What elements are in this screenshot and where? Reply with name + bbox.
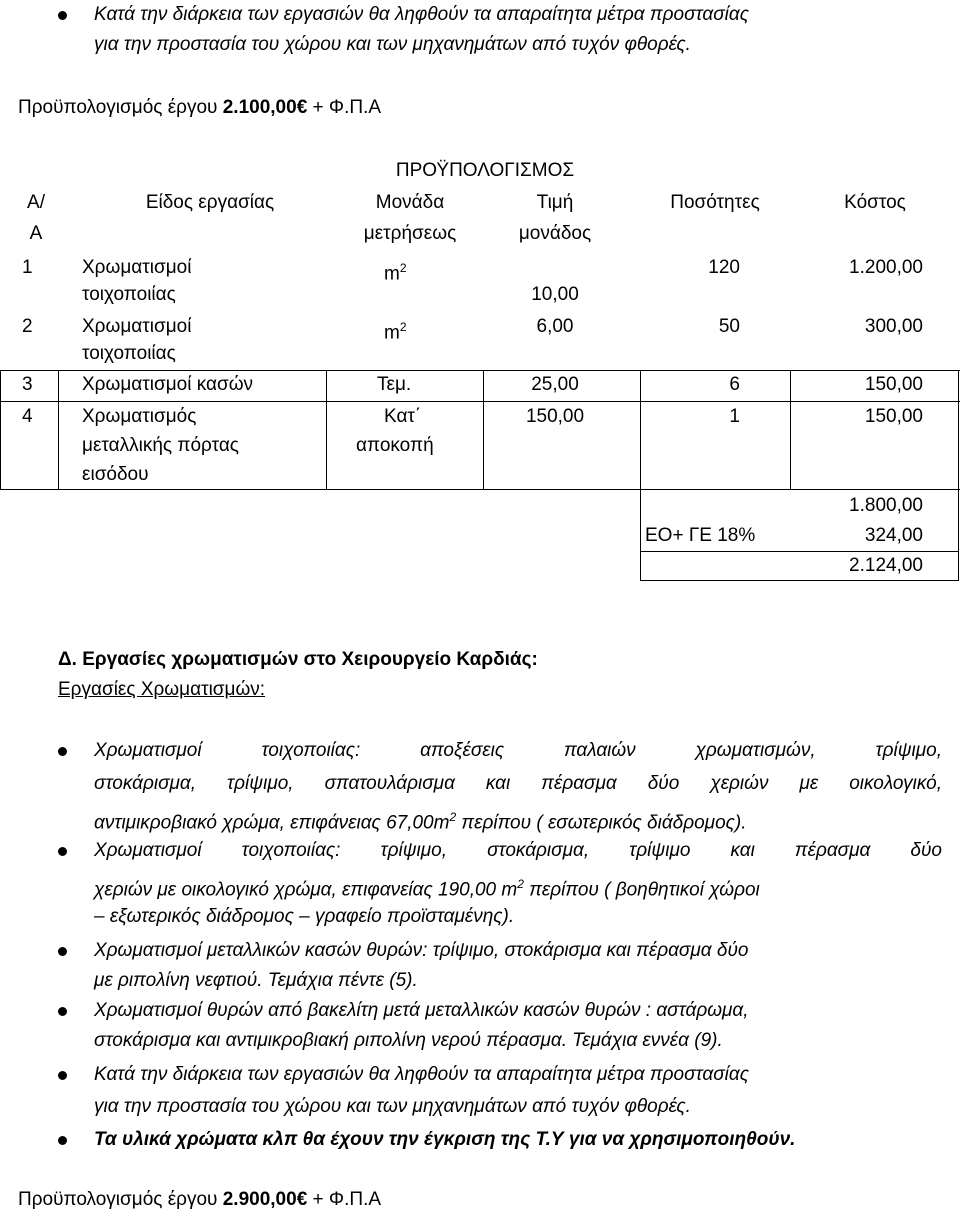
budget-line-2 [18, 1189, 381, 1211]
row-1-unit [384, 257, 407, 285]
row-4-bottom-border [0, 489, 960, 490]
row-4-unit-1: Κατ΄ [384, 406, 422, 427]
bullet-dot [58, 1136, 67, 1145]
budget-line-2-prefix: Προϋπολογισμός έργου [18, 1189, 223, 1210]
bullet-2-line-2-sup: 2 [517, 877, 524, 891]
header-price-1: Τιμή [536, 192, 574, 213]
row-3-qty: 6 [729, 374, 740, 395]
row-2-type-2: τοιχοποιίας [82, 343, 176, 364]
bullet-2-line-2-b: περίπου ( βοηθητικοί χώροι [523, 879, 760, 901]
bullet-dot [58, 1071, 67, 1080]
row-4-qty: 1 [729, 406, 740, 427]
bullet-6-line-1: Τα υλικά χρώματα κλπ θα έχουν την έγκριση της Τ.Υ για να χρησιμοποιηθούν. [94, 1129, 796, 1150]
row-3-bottom-border [0, 401, 960, 402]
row-4-unit-2: αποκοπή [356, 435, 434, 456]
row-2-type-1: Χρωματισμοί [82, 316, 192, 337]
top-bullet-line-2: για την προστασία του χώρου και των μηχανημάτων από τυχόν φθορές. [94, 34, 691, 55]
header-aa-1: Α/ [27, 192, 45, 213]
budget-line-1 [18, 97, 381, 119]
bullet-1-line-3-sup: 2 [449, 810, 457, 824]
header-aa-2: Α [29, 223, 43, 244]
table-right-border [958, 370, 959, 580]
row-1-type-2: τοιχοποιίας [82, 284, 176, 305]
bullet-3-line-2: με ριπολίνη νεφτιού. Τεμάχια πέντε (5). [94, 970, 418, 991]
budget-line-1-amount: 2.100,00€ [222, 97, 308, 118]
row-3-unit: Τεμ. [377, 374, 412, 395]
row-1-aa: 1 [22, 257, 33, 278]
bullet-4-line-2: στοκάρισμα και αντιμικροβιακή ριπολίνη νερού πέρασμα. Τεμάχια εννέα (9). [94, 1030, 723, 1051]
row-3-aa: 3 [22, 374, 33, 395]
row-1-cost: 1.200,00 [849, 257, 923, 278]
header-unit-1: Μονάδα [375, 192, 445, 213]
bullet-dot [58, 1007, 67, 1016]
row-2-unit-text: m [384, 322, 400, 344]
row-1-type-1: Χρωματισμοί [82, 257, 192, 278]
col-divider-aa [58, 370, 59, 490]
row-2-unit [384, 316, 407, 344]
row-2-unit-sup: 2 [399, 320, 407, 334]
bullet-dot [58, 747, 67, 756]
row-3-type-1: Χρωματισμοί κασών [82, 374, 254, 395]
row-4-price: 150,00 [525, 406, 585, 427]
bullet-3-line-1: Χρωματισμοί μεταλλικών κασών θυρών: τρίψιμο, στοκάρισμα και πέρασμα δύο [94, 940, 749, 961]
bullet-dot [58, 947, 67, 956]
vat-label: ΕΟ+ ΓΕ 18% [645, 525, 756, 546]
bullet-1-line-3 [94, 806, 747, 834]
bullet-4-line-1: Χρωματισμοί θυρών από βακελίτη μετά μεταλλικών κασών θυρών : αστάρωμα, [94, 1000, 749, 1021]
row-4-aa: 4 [22, 406, 33, 427]
row-1-unit-text: m [384, 263, 400, 285]
row-1-price: 10,00 [531, 284, 579, 305]
row-4-type-1: Χρωματισμός [82, 406, 197, 427]
top-bullet-line-1: Κατά την διάρκεια των εργασιών θα ληφθούν τα απαραίτητα μέτρα προστασίας [94, 4, 749, 25]
budget-line-2-suffix: + Φ.Π.Α [307, 1189, 382, 1210]
section-subheading: Εργασίες Χρωματισμών: [58, 679, 266, 700]
table-left-border [0, 370, 1, 490]
bullet-5-line-1: Κατά την διάρκεια των εργασιών θα ληφθούν τα απαραίτητα μέτρα προστασίας [94, 1064, 749, 1085]
row-3-price: 25,00 [531, 374, 579, 395]
subtotal: 1.800,00 [849, 495, 923, 516]
bullet-2-line-3: – εξωτερικός διάδρομος – γραφείο προϊσταμένης). [94, 906, 515, 927]
section-heading: Δ. Εργασίες χρωματισμών στο Χειρουργείο Καρδιάς: [58, 649, 538, 670]
grand-total: 2.124,00 [849, 555, 923, 576]
budget-line-1-suffix: + Φ.Π.Α [307, 97, 382, 118]
col-divider-qty [790, 370, 791, 490]
bullet-5-line-2: για την προστασία του χώρου και των μηχανημάτων από τυχόν φθορές. [94, 1096, 691, 1117]
row-4-type-2: μεταλλικής πόρτας [82, 435, 239, 456]
row-4-type-3: εισόδου [82, 464, 149, 485]
bullet-1-line-3-a: αντιμικροβιακό χρώμα, επιφάνειας 67,00m [94, 812, 450, 834]
vat-amount: 324,00 [864, 525, 923, 546]
budget-line-1-prefix: Προϋπολογισμός έργου [18, 97, 223, 118]
row-2-aa: 2 [22, 316, 33, 337]
header-cost: Κόστος [844, 192, 906, 213]
bullet-2-line-1: Χρωματισμοί τοιχοποιίας: τρίψιμο, στοκάρισμα, τρίψιμο και πέρασμα δύο [94, 840, 942, 861]
col-divider-price [640, 370, 641, 580]
bullet-1-line-2: στοκάρισμα, τρίψιμο, σπατουλάρισμα και πέρασμα δύο χεριών με οικολογικό, [94, 773, 942, 794]
bullet-dot [58, 847, 67, 856]
row-2-cost: 300,00 [864, 316, 923, 337]
header-price-2: μονάδος [518, 223, 592, 244]
row-2-qty: 50 [718, 316, 740, 337]
table-title: ΠΡΟΫΠΟΛΟΓΙΣΜΟΣ [395, 160, 575, 181]
totals-bottom-border [640, 580, 959, 581]
bullet-2-line-2-a: χεριών με οικολογικό χρώμα, επιφανείας 190,00 m [94, 879, 518, 901]
row-3-cost: 150,00 [864, 374, 923, 395]
bullet-2-line-2 [94, 873, 760, 901]
budget-line-2-amount: 2.900,00€ [222, 1189, 308, 1210]
bullet-dot [58, 11, 67, 20]
col-divider-type [326, 370, 327, 490]
header-unit-2: μετρήσεως [363, 223, 457, 244]
header-work-type: Είδος εργασίας [145, 192, 275, 213]
header-quantities: Ποσότητες [670, 192, 760, 213]
row-1-qty: 120 [708, 257, 740, 278]
col-divider-unit [483, 370, 484, 490]
bullet-1-line-1: Χρωματισμοί τοιχοποιίας: αποξέσεις παλαιών χρωματισμών, τρίψιμο, [94, 740, 942, 761]
row-2-price: 6,00 [536, 316, 574, 337]
row-1-unit-sup: 2 [399, 261, 407, 275]
bullet-1-line-3-b: περίπου ( εσωτερικός διάδρομος). [456, 812, 747, 834]
row-3-top-border [0, 370, 960, 371]
row-4-cost: 150,00 [864, 406, 923, 427]
vat-row-bottom-border [640, 551, 959, 552]
